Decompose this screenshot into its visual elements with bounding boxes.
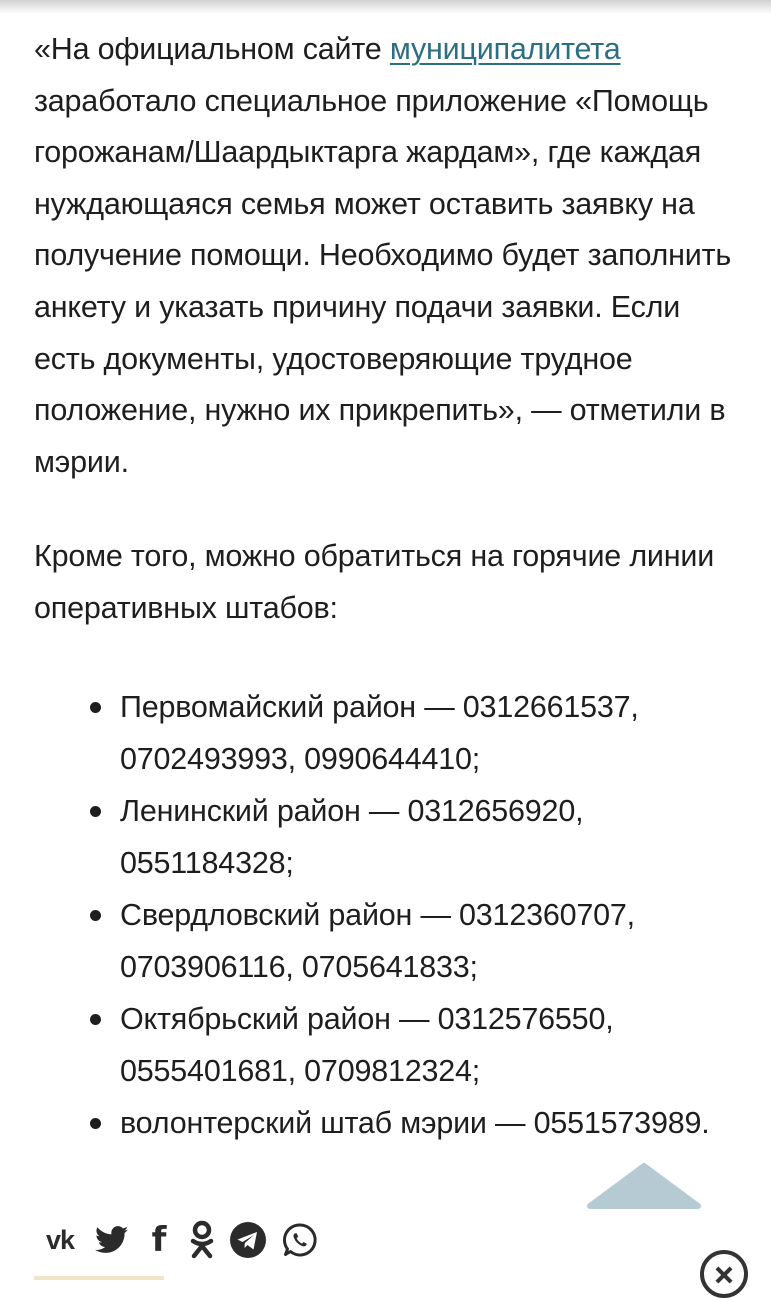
list-item (120, 889, 746, 993)
quote-paragraph (34, 24, 746, 488)
hotline-leninsky: Ленинский район — 0312656920, 0551184328; (120, 793, 584, 880)
bullet-dot (90, 1118, 101, 1129)
bottom-strip (34, 1276, 164, 1280)
list-item (120, 681, 746, 785)
odnoklassniki-icon[interactable] (186, 1220, 218, 1260)
hotline-sverdlovsky: Свердловский район — 0312360707, 0703906116, 0705641833; (120, 897, 635, 984)
share-bar (34, 1220, 320, 1260)
twitter-icon[interactable] (92, 1220, 132, 1260)
scroll-to-top-button[interactable] (586, 1160, 702, 1210)
facebook-icon[interactable]: f (151, 1220, 167, 1260)
hotline-oktyabrsky: Октябрьский район — 0312576550, 0555401681, 0709812324; (120, 1001, 614, 1088)
quote-text-start: «На официальном сайте (34, 32, 390, 66)
list-item (120, 785, 746, 889)
list-item (120, 993, 746, 1097)
whatsapp-icon[interactable] (280, 1220, 320, 1260)
telegram-icon[interactable] (228, 1220, 268, 1260)
vk-icon[interactable]: vk (45, 1225, 75, 1255)
hotline-list (34, 681, 746, 1149)
bullet-dot (90, 910, 101, 921)
bullet-dot (90, 702, 101, 713)
triangle-up-icon (586, 1160, 702, 1210)
bullet-dot (90, 806, 101, 817)
article-body (34, 24, 746, 1149)
top-shadow (0, 0, 771, 14)
close-icon[interactable] (700, 1250, 748, 1298)
list-item (120, 1097, 746, 1149)
hotline-volunteer: волонтерский штаб мэрии — 0551573989. (120, 1105, 710, 1140)
hotline-pervomaisky: Первомайский район — 0312661537, 0702493993, 0990644410; (120, 689, 639, 776)
municipality-link[interactable]: муниципалитета (389, 32, 621, 66)
bullet-dot (90, 1014, 101, 1025)
quote-text-end: заработало специальное приложение «Помощь горожанам/Шаардыктарга жардам», где каждая нуждающаяся семья может оставить заявку на получение помощи. Необходимо будет заполнить анкету и указать причину подачи заявки. Если есть документы, удостоверяющие трудное положение, нужно их прикрепить», — отметили в мэрии. (34, 83, 732, 479)
hotlines-intro: Кроме того, можно обратиться на горячие линии оперативных штабов: (34, 539, 715, 625)
